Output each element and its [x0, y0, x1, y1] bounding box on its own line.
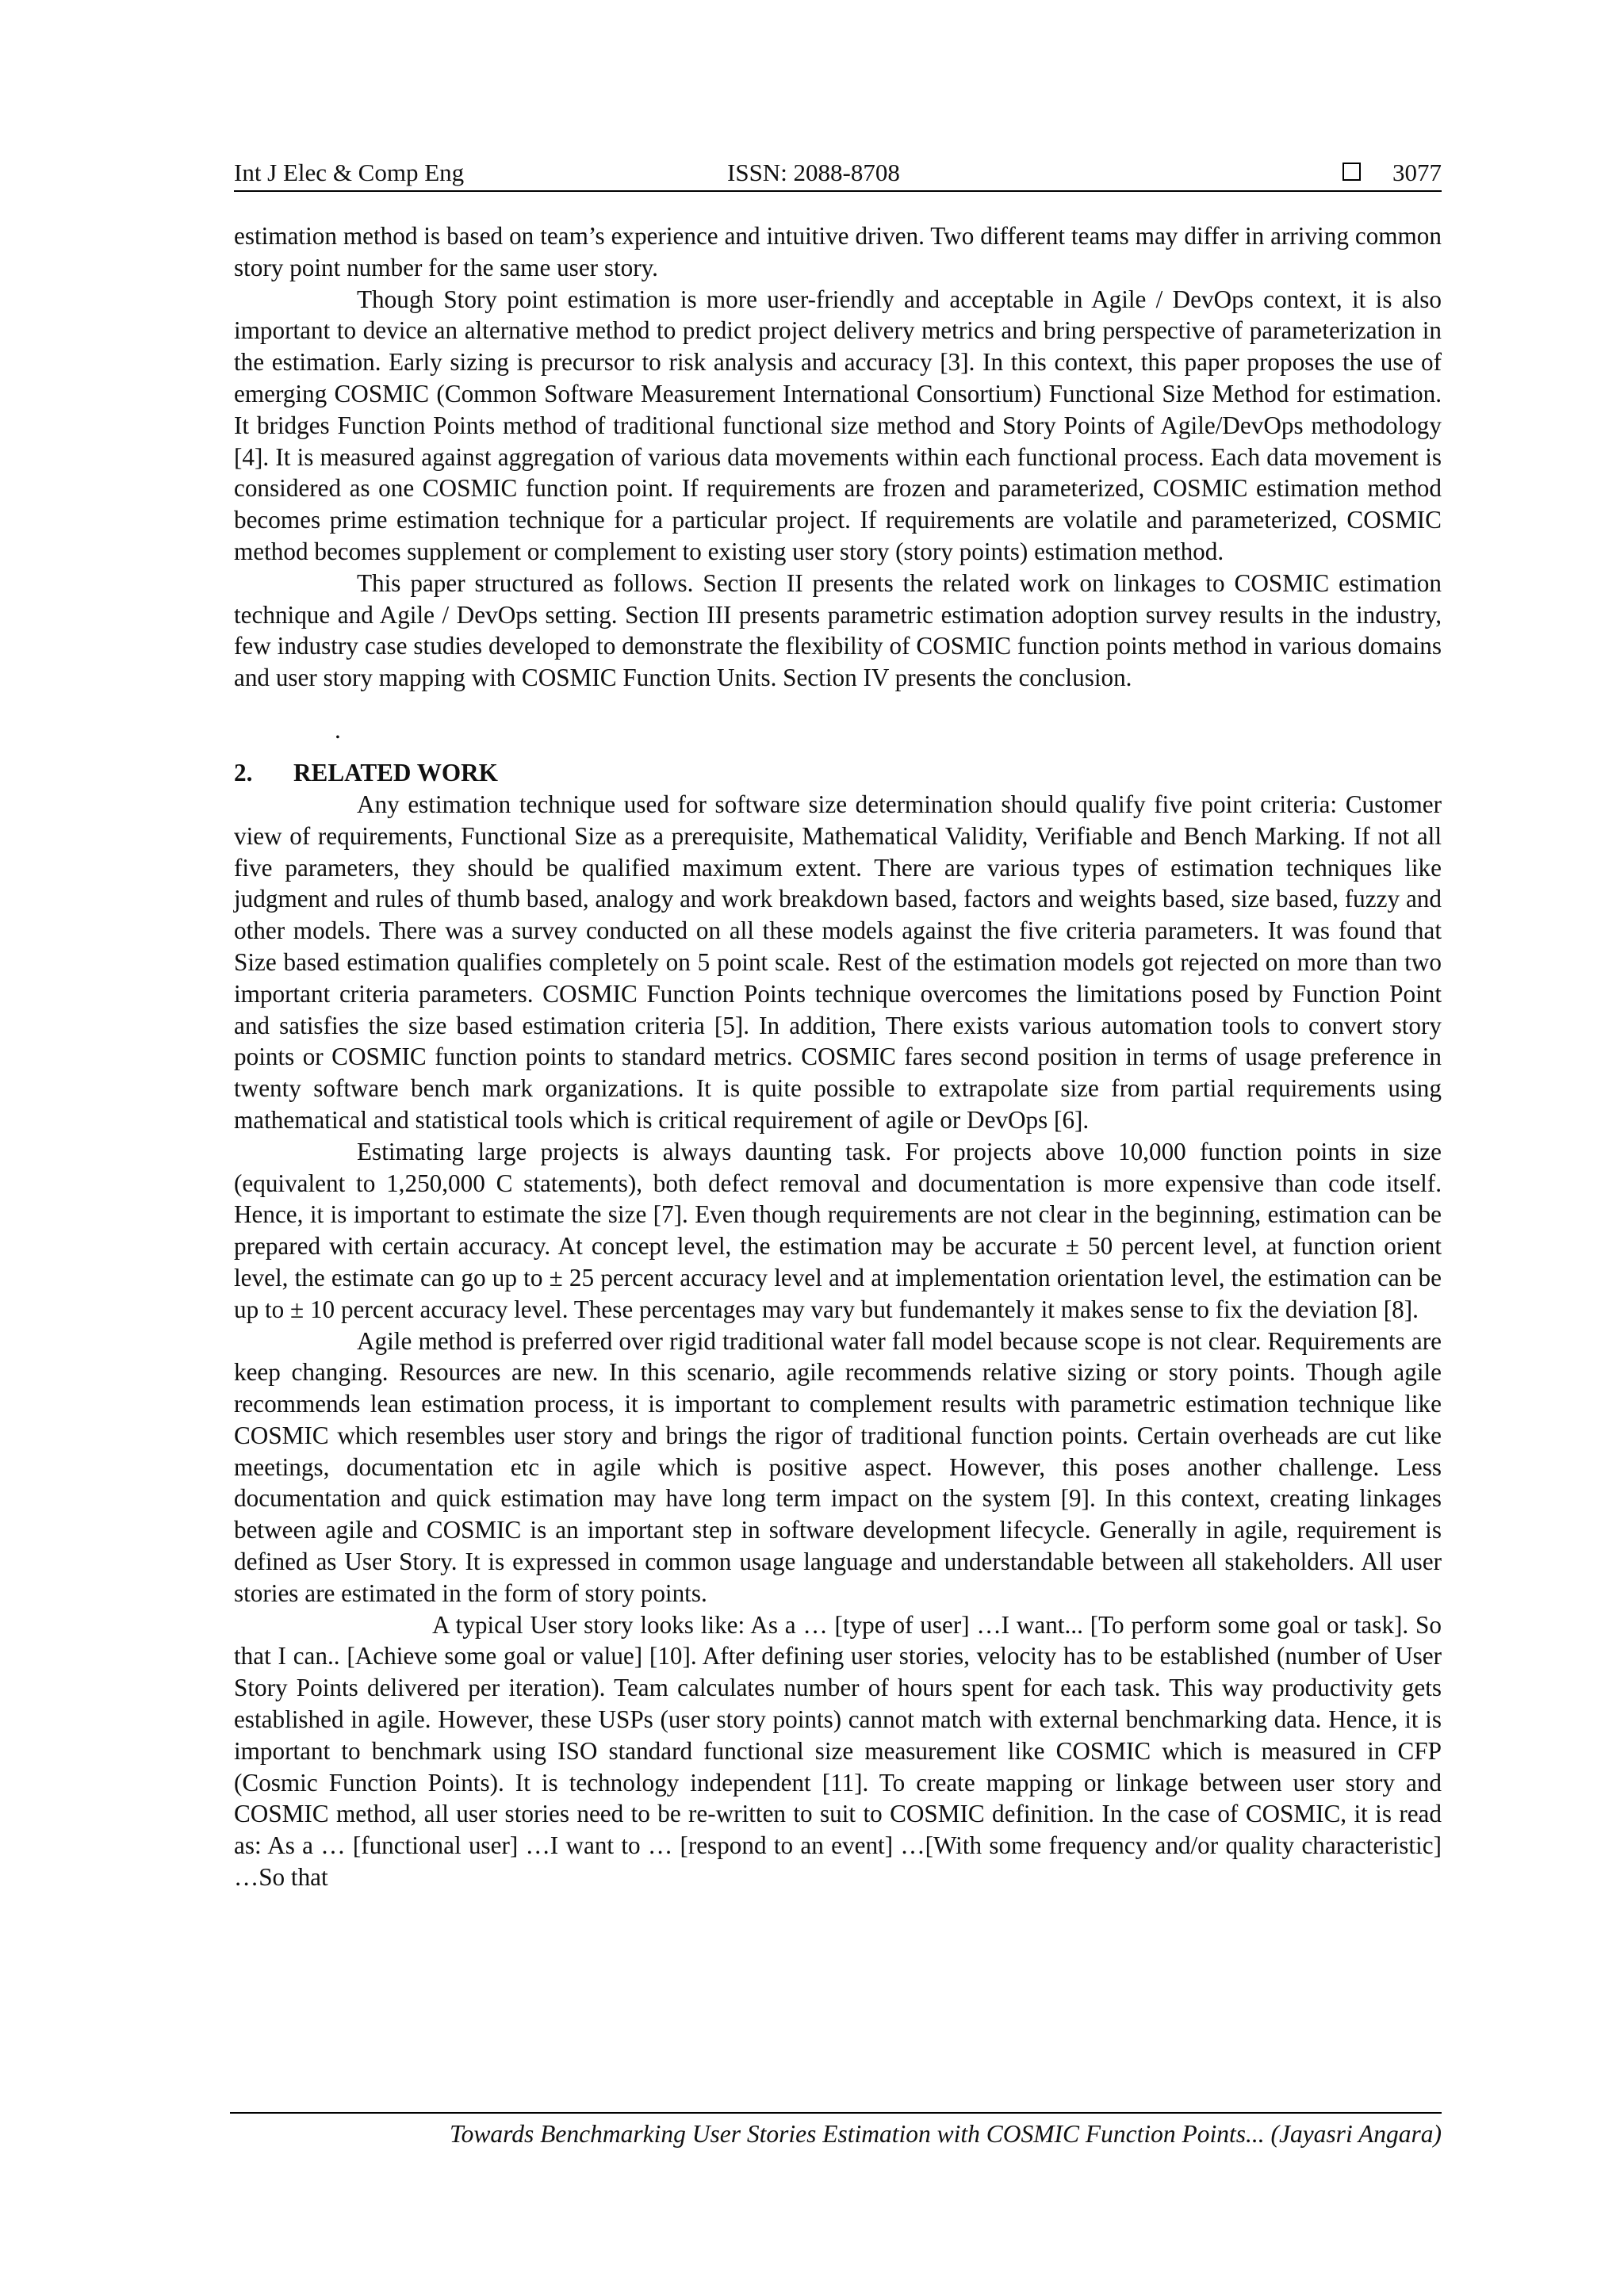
paragraph: Agile method is preferred over rigid traditional water fall model because scope is not clear. Requirements are keep changing. Resources are new. In this scenario, agile recommends relative sizing or story points. Though agile recommends lean estimation process, it is important to complement results with parametric estimation technique like COSMIC which resembles user story and brings the rigor of traditional function points. Certain overheads are cut like meetings, documentation etc in agile which is positive aspect. However, this poses another challenge. Less documentation and quick estimation may have long term impact on the system [9]. In this context, creating linkages between agile and COSMIC is an important step in software development lifecycle. Generally in agile, requirement is defined as User Story. It is expressed in common usage language and understandable between all stakeholders. All user stories are estimated in the form of story points.	[234, 1326, 1442, 1607]
spacer	[234, 694, 1442, 757]
square-bullet-icon	[1342, 163, 1361, 181]
section-title: RELATED WORK	[293, 758, 498, 786]
running-header	[234, 155, 1442, 192]
page-number: 3077	[1392, 159, 1442, 186]
stray-dot: .	[335, 715, 341, 744]
running-footer: Towards Benchmarking User Stories Estimation with COSMIC Function Points... (Jayasri Angara)	[450, 2120, 1442, 2148]
paragraph: A typical User story looks like: As a … [type of user] …I want... [To perform some goal or task]. So that I can.. [Achieve some goal or value] [10]. After defining user stories, velocity has to be established (number of User Story Points delivered per iteration). Team calculates number of hours spent for each task. This way productivity gets established in agile. However, these USPs (user story points) cannot match with external benchmarking data. Hence, it is important to benchmark using ISO standard functional size measurement like COSMIC which is measured in CFP (Cosmic Function Points). It is technology independent [11]. To create mapping or linkage between user story and COSMIC method, all user stories need to be re-written to suit to COSMIC definition. In the case of COSMIC, it is read as: As a … [functional user] …I want to … [respond to an event] …[With some frequency and/or quality characteristic] …So that	[234, 1610, 1442, 1892]
section-number: 2.	[234, 758, 253, 786]
main-text	[234, 220, 1442, 1893]
paragraph: Any estimation technique used for software size determination should qualify five point criteria: Customer view of requirements, Functional Size as a prerequisite, Mathematical Validity, Verifiable and Bench Marking. If not all five parameters, they should be qualified maximum extent. There are various types of estimation techniques like judgment and rules of thumb based, analogy and work breakdown based, factors and weights based, size based, fuzzy and other models. There was a survey conducted on all these models against the five criteria parameters. It was found that Size based estimation qualifies completely on 5 point scale. Rest of the estimation models got rejected on more than two important criteria parameters. COSMIC Function Points technique overcomes the limitations posed by Function Point and satisfies the size based estimation criteria [5]. In addition, There exists various automation tools to convert story points or COSMIC function points to standard metrics. COSMIC fares second position in terms of usage preference in twenty software bench mark organizations. It is quite possible to extrapolate size from partial requirements using mathematical and statistical tools which is critical requirement of agile or DevOps [6].	[234, 790, 1442, 1134]
journal-name: Int J Elec & Comp Eng	[234, 159, 465, 186]
section-heading	[234, 757, 1442, 789]
paragraph: This paper structured as follows. Section II presents the related work on linkages to COSMIC estimation technique and Agile / DevOps setting. Section III presents parametric estimation adoption survey results in the industry, few industry case studies developed to demonstrate the flexibility of COSMIC function points method in various domains and user story mapping with COSMIC Function Units. Section IV presents the conclusion.	[234, 568, 1442, 692]
footer-rule	[230, 2112, 1442, 2114]
issn: ISSN: 2088-8708	[727, 159, 900, 186]
paragraph: estimation method is based on team’s experience and intuitive driven. Two different teams may differ in arriving common story point number for the same user story.	[234, 222, 1442, 281]
paragraph: Estimating large projects is always daunting task. For projects above 10,000 function points in size (equivalent to 1,250,000 C statements), both defect removal and documentation is more expensive than code itself. Hence, it is important to estimate the size [7]. Even though requirements are not clear in the beginning, estimation can be prepared with certain accuracy. At concept level, the estimation may be accurate ± 50 percent level, at function orient level, the estimate can go up to ± 25 percent accuracy level and at implementation orientation level, the estimation can be up to ± 10 percent accuracy level. These percentages may vary but fundemantely it makes sense to fix the deviation [8].	[234, 1137, 1442, 1323]
paragraph: Though Story point estimation is more user-friendly and acceptable in Agile / DevOps context, it is also important to device an alternative method to predict project delivery metrics and bring perspective of parameterization in the estimation. Early sizing is precursor to risk analysis and accuracy [3]. In this context, this paper proposes the use of emerging COSMIC (Common Software Measurement International Consortium) Functional Size Method for estimation. It bridges Function Points method of traditional functional size method and Story Points of Agile/DevOps methodology [4]. It is measured against aggregation of various data movements within each functional process. Each data movement is considered as one COSMIC function point. If requirements are frozen and parameterized, COSMIC estimation method becomes prime estimation technique for a particular project. If requirements are volatile and parameterized, COSMIC method becomes supplement or complement to existing user story (story points) estimation method.	[234, 285, 1442, 565]
